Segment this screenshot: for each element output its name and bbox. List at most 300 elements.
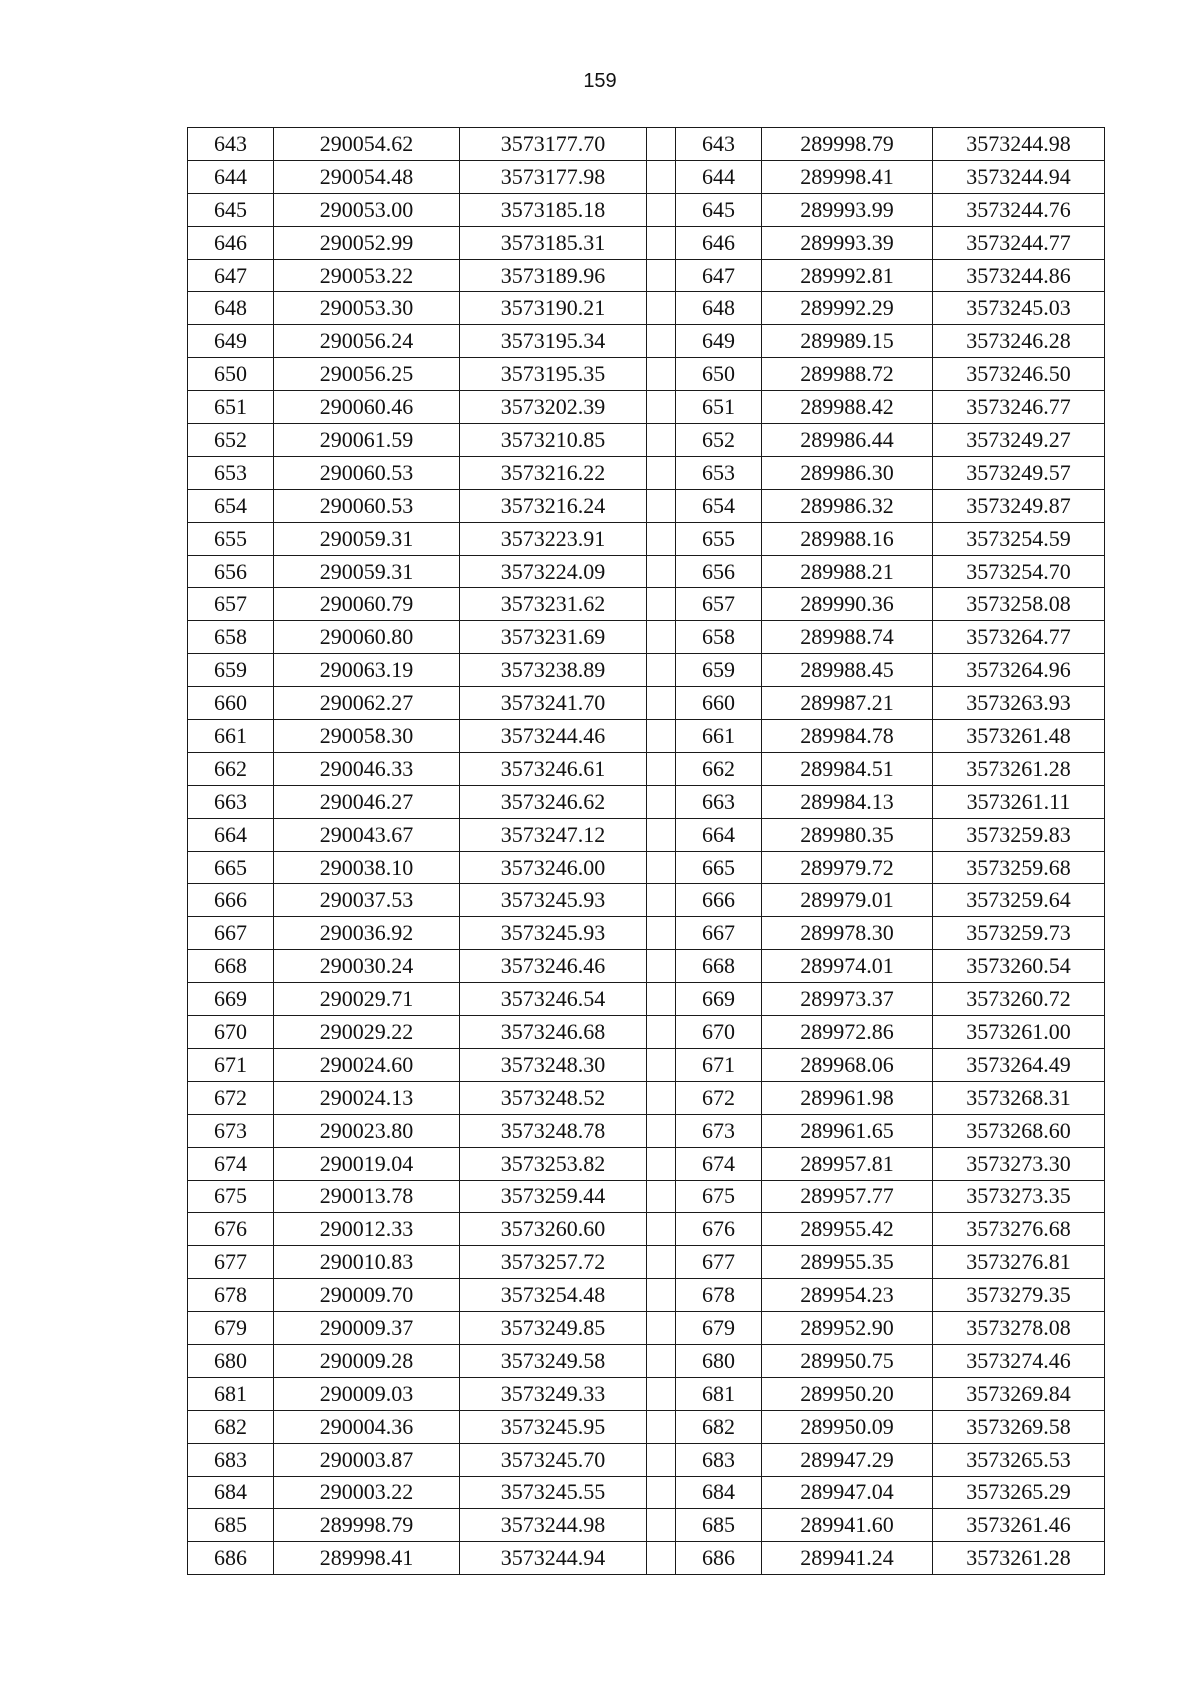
separator-cell <box>647 456 676 489</box>
point-number-left: 681 <box>188 1377 274 1410</box>
point-number-right: 683 <box>676 1443 762 1476</box>
x-coordinate-left: 290056.25 <box>274 358 460 391</box>
y-coordinate-right: 3573261.00 <box>933 1016 1105 1049</box>
x-coordinate-right: 289950.75 <box>762 1344 933 1377</box>
y-coordinate-right: 3573244.86 <box>933 259 1105 292</box>
y-coordinate-left: 3573249.58 <box>460 1344 647 1377</box>
point-number-left: 677 <box>188 1246 274 1279</box>
point-number-left: 655 <box>188 522 274 555</box>
x-coordinate-right: 289980.35 <box>762 818 933 851</box>
point-number-right: 645 <box>676 193 762 226</box>
table-row <box>188 1246 1105 1279</box>
table-row <box>188 851 1105 884</box>
point-number-right: 669 <box>676 983 762 1016</box>
point-number-left: 652 <box>188 424 274 457</box>
point-number-right: 667 <box>676 917 762 950</box>
y-coordinate-left: 3573177.98 <box>460 160 647 193</box>
x-coordinate-left: 290056.24 <box>274 325 460 358</box>
point-number-left: 673 <box>188 1114 274 1147</box>
x-coordinate-right: 289954.23 <box>762 1279 933 1312</box>
point-number-left: 667 <box>188 917 274 950</box>
separator-cell <box>647 1246 676 1279</box>
point-number-left: 645 <box>188 193 274 226</box>
y-coordinate-left: 3573189.96 <box>460 259 647 292</box>
x-coordinate-left: 290029.71 <box>274 983 460 1016</box>
point-number-left: 657 <box>188 588 274 621</box>
x-coordinate-left: 290058.30 <box>274 720 460 753</box>
x-coordinate-left: 290061.59 <box>274 424 460 457</box>
point-number-right: 658 <box>676 621 762 654</box>
point-number-right: 657 <box>676 588 762 621</box>
separator-cell <box>647 752 676 785</box>
y-coordinate-left: 3573238.89 <box>460 654 647 687</box>
x-coordinate-left: 290029.22 <box>274 1016 460 1049</box>
x-coordinate-right: 289986.30 <box>762 456 933 489</box>
y-coordinate-right: 3573246.28 <box>933 325 1105 358</box>
x-coordinate-left: 290003.22 <box>274 1476 460 1509</box>
point-number-right: 673 <box>676 1114 762 1147</box>
separator-cell <box>647 720 676 753</box>
table-row <box>188 687 1105 720</box>
separator-cell <box>647 950 676 983</box>
point-number-right: 681 <box>676 1377 762 1410</box>
table-row <box>188 489 1105 522</box>
point-number-right: 684 <box>676 1476 762 1509</box>
x-coordinate-left: 290063.19 <box>274 654 460 687</box>
x-coordinate-left: 289998.41 <box>274 1542 460 1575</box>
x-coordinate-left: 290054.48 <box>274 160 460 193</box>
x-coordinate-left: 290024.13 <box>274 1081 460 1114</box>
y-coordinate-right: 3573264.96 <box>933 654 1105 687</box>
y-coordinate-left: 3573245.55 <box>460 1476 647 1509</box>
point-number-left: 663 <box>188 785 274 818</box>
x-coordinate-left: 290053.00 <box>274 193 460 226</box>
y-coordinate-right: 3573244.94 <box>933 160 1105 193</box>
y-coordinate-left: 3573246.54 <box>460 983 647 1016</box>
x-coordinate-right: 289987.21 <box>762 687 933 720</box>
point-number-left: 684 <box>188 1476 274 1509</box>
y-coordinate-left: 3573244.94 <box>460 1542 647 1575</box>
y-coordinate-left: 3573246.62 <box>460 785 647 818</box>
y-coordinate-left: 3573216.22 <box>460 456 647 489</box>
table-row <box>188 1213 1105 1246</box>
x-coordinate-right: 289990.36 <box>762 588 933 621</box>
table-row <box>188 292 1105 325</box>
point-number-left: 659 <box>188 654 274 687</box>
separator-cell <box>647 1410 676 1443</box>
point-number-left: 682 <box>188 1410 274 1443</box>
y-coordinate-left: 3573244.98 <box>460 1509 647 1542</box>
separator-cell <box>647 1081 676 1114</box>
x-coordinate-right: 289955.35 <box>762 1246 933 1279</box>
point-number-left: 676 <box>188 1213 274 1246</box>
y-coordinate-right: 3573249.57 <box>933 456 1105 489</box>
y-coordinate-left: 3573248.78 <box>460 1114 647 1147</box>
y-coordinate-right: 3573258.08 <box>933 588 1105 621</box>
table-row <box>188 160 1105 193</box>
separator-cell <box>647 128 676 161</box>
point-number-right: 646 <box>676 226 762 259</box>
point-number-right: 668 <box>676 950 762 983</box>
point-number-right: 660 <box>676 687 762 720</box>
page-number: 159 <box>583 70 617 92</box>
x-coordinate-right: 289993.99 <box>762 193 933 226</box>
separator-cell <box>647 1114 676 1147</box>
point-number-right: 647 <box>676 259 762 292</box>
y-coordinate-left: 3573245.93 <box>460 917 647 950</box>
y-coordinate-right: 3573259.64 <box>933 884 1105 917</box>
y-coordinate-left: 3573249.33 <box>460 1377 647 1410</box>
y-coordinate-left: 3573259.44 <box>460 1180 647 1213</box>
point-number-left: 670 <box>188 1016 274 1049</box>
point-number-right: 650 <box>676 358 762 391</box>
point-number-right: 680 <box>676 1344 762 1377</box>
point-number-left: 650 <box>188 358 274 391</box>
point-number-right: 663 <box>676 785 762 818</box>
x-coordinate-left: 290060.53 <box>274 489 460 522</box>
y-coordinate-right: 3573259.73 <box>933 917 1105 950</box>
x-coordinate-right: 289988.74 <box>762 621 933 654</box>
separator-cell <box>647 621 676 654</box>
table-row <box>188 1443 1105 1476</box>
table-row <box>188 654 1105 687</box>
coordinates-table <box>187 127 1105 1575</box>
y-coordinate-right: 3573276.68 <box>933 1213 1105 1246</box>
point-number-right: 662 <box>676 752 762 785</box>
x-coordinate-right: 289992.29 <box>762 292 933 325</box>
y-coordinate-left: 3573260.60 <box>460 1213 647 1246</box>
separator-cell <box>647 687 676 720</box>
table-row <box>188 1476 1105 1509</box>
point-number-left: 665 <box>188 851 274 884</box>
point-number-right: 675 <box>676 1180 762 1213</box>
y-coordinate-left: 3573210.85 <box>460 424 647 457</box>
separator-cell <box>647 588 676 621</box>
x-coordinate-left: 290059.31 <box>274 555 460 588</box>
x-coordinate-right: 289993.39 <box>762 226 933 259</box>
y-coordinate-right: 3573260.54 <box>933 950 1105 983</box>
point-number-left: 653 <box>188 456 274 489</box>
point-number-right: 651 <box>676 391 762 424</box>
point-number-right: 664 <box>676 818 762 851</box>
x-coordinate-left: 290038.10 <box>274 851 460 884</box>
table-row <box>188 358 1105 391</box>
x-coordinate-left: 290060.46 <box>274 391 460 424</box>
point-number-left: 668 <box>188 950 274 983</box>
x-coordinate-right: 289973.37 <box>762 983 933 1016</box>
y-coordinate-left: 3573246.68 <box>460 1016 647 1049</box>
point-number-left: 644 <box>188 160 274 193</box>
x-coordinate-right: 289941.60 <box>762 1509 933 1542</box>
y-coordinate-right: 3573246.50 <box>933 358 1105 391</box>
y-coordinate-left: 3573224.09 <box>460 555 647 588</box>
separator-cell <box>647 1312 676 1345</box>
point-number-left: 671 <box>188 1048 274 1081</box>
y-coordinate-left: 3573190.21 <box>460 292 647 325</box>
y-coordinate-right: 3573249.27 <box>933 424 1105 457</box>
table-row <box>188 1542 1105 1575</box>
x-coordinate-right: 289984.13 <box>762 785 933 818</box>
table-row <box>188 752 1105 785</box>
y-coordinate-right: 3573244.98 <box>933 128 1105 161</box>
point-number-right: 670 <box>676 1016 762 1049</box>
separator-cell <box>647 325 676 358</box>
point-number-left: 669 <box>188 983 274 1016</box>
table-row <box>188 456 1105 489</box>
point-number-left: 674 <box>188 1147 274 1180</box>
table-row <box>188 1312 1105 1345</box>
x-coordinate-left: 290004.36 <box>274 1410 460 1443</box>
point-number-right: 643 <box>676 128 762 161</box>
separator-cell <box>647 1016 676 1049</box>
y-coordinate-left: 3573244.46 <box>460 720 647 753</box>
y-coordinate-left: 3573185.18 <box>460 193 647 226</box>
point-number-left: 643 <box>188 128 274 161</box>
point-number-left: 685 <box>188 1509 274 1542</box>
point-number-left: 661 <box>188 720 274 753</box>
separator-cell <box>647 226 676 259</box>
point-number-right: 685 <box>676 1509 762 1542</box>
y-coordinate-right: 3573269.84 <box>933 1377 1105 1410</box>
x-coordinate-left: 290043.67 <box>274 818 460 851</box>
separator-cell <box>647 522 676 555</box>
x-coordinate-right: 289961.98 <box>762 1081 933 1114</box>
y-coordinate-left: 3573241.70 <box>460 687 647 720</box>
y-coordinate-left: 3573254.48 <box>460 1279 647 1312</box>
separator-cell <box>647 1443 676 1476</box>
y-coordinate-right: 3573278.08 <box>933 1312 1105 1345</box>
separator-cell <box>647 1279 676 1312</box>
table-row <box>188 1114 1105 1147</box>
point-number-left: 649 <box>188 325 274 358</box>
y-coordinate-right: 3573261.46 <box>933 1509 1105 1542</box>
y-coordinate-left: 3573246.61 <box>460 752 647 785</box>
x-coordinate-left: 290059.31 <box>274 522 460 555</box>
y-coordinate-right: 3573244.77 <box>933 226 1105 259</box>
separator-cell <box>647 489 676 522</box>
y-coordinate-right: 3573268.31 <box>933 1081 1105 1114</box>
point-number-right: 665 <box>676 851 762 884</box>
separator-cell <box>647 292 676 325</box>
point-number-right: 659 <box>676 654 762 687</box>
point-number-right: 654 <box>676 489 762 522</box>
x-coordinate-left: 289998.79 <box>274 1509 460 1542</box>
point-number-left: 672 <box>188 1081 274 1114</box>
separator-cell <box>647 193 676 226</box>
table-row <box>188 1048 1105 1081</box>
point-number-left: 675 <box>188 1180 274 1213</box>
x-coordinate-left: 290009.28 <box>274 1344 460 1377</box>
table-row <box>188 1410 1105 1443</box>
table-row <box>188 226 1105 259</box>
point-number-left: 683 <box>188 1443 274 1476</box>
table-row <box>188 1147 1105 1180</box>
y-coordinate-right: 3573269.58 <box>933 1410 1105 1443</box>
x-coordinate-left: 290037.53 <box>274 884 460 917</box>
x-coordinate-left: 290052.99 <box>274 226 460 259</box>
point-number-left: 664 <box>188 818 274 851</box>
separator-cell <box>647 917 676 950</box>
x-coordinate-left: 290009.70 <box>274 1279 460 1312</box>
y-coordinate-right: 3573274.46 <box>933 1344 1105 1377</box>
table-row <box>188 1344 1105 1377</box>
x-coordinate-left: 290060.79 <box>274 588 460 621</box>
y-coordinate-left: 3573223.91 <box>460 522 647 555</box>
separator-cell <box>647 1180 676 1213</box>
x-coordinate-left: 290009.03 <box>274 1377 460 1410</box>
separator-cell <box>647 1213 676 1246</box>
x-coordinate-right: 289941.24 <box>762 1542 933 1575</box>
separator-cell <box>647 884 676 917</box>
y-coordinate-right: 3573259.68 <box>933 851 1105 884</box>
table-row <box>188 522 1105 555</box>
separator-cell <box>647 1344 676 1377</box>
point-number-right: 656 <box>676 555 762 588</box>
x-coordinate-right: 289957.81 <box>762 1147 933 1180</box>
table-row <box>188 1081 1105 1114</box>
x-coordinate-right: 289986.44 <box>762 424 933 457</box>
point-number-left: 678 <box>188 1279 274 1312</box>
y-coordinate-right: 3573261.48 <box>933 720 1105 753</box>
table-row <box>188 193 1105 226</box>
y-coordinate-right: 3573268.60 <box>933 1114 1105 1147</box>
point-number-left: 680 <box>188 1344 274 1377</box>
y-coordinate-left: 3573231.69 <box>460 621 647 654</box>
x-coordinate-right: 289992.81 <box>762 259 933 292</box>
point-number-left: 646 <box>188 226 274 259</box>
y-coordinate-right: 3573261.28 <box>933 1542 1105 1575</box>
x-coordinate-left: 290009.37 <box>274 1312 460 1345</box>
table-row <box>188 983 1105 1016</box>
x-coordinate-right: 289988.21 <box>762 555 933 588</box>
y-coordinate-right: 3573254.59 <box>933 522 1105 555</box>
x-coordinate-left: 290054.62 <box>274 128 460 161</box>
y-coordinate-right: 3573273.30 <box>933 1147 1105 1180</box>
table-row <box>188 818 1105 851</box>
table-row <box>188 1016 1105 1049</box>
x-coordinate-right: 289979.01 <box>762 884 933 917</box>
table-row <box>188 128 1105 161</box>
point-number-left: 647 <box>188 259 274 292</box>
x-coordinate-right: 289978.30 <box>762 917 933 950</box>
y-coordinate-left: 3573195.34 <box>460 325 647 358</box>
table-row <box>188 917 1105 950</box>
x-coordinate-right: 289984.51 <box>762 752 933 785</box>
x-coordinate-left: 290010.83 <box>274 1246 460 1279</box>
separator-cell <box>647 1509 676 1542</box>
separator-cell <box>647 259 676 292</box>
table-row <box>188 424 1105 457</box>
table-row <box>188 588 1105 621</box>
table-row <box>188 950 1105 983</box>
y-coordinate-right: 3573263.93 <box>933 687 1105 720</box>
point-number-right: 678 <box>676 1279 762 1312</box>
y-coordinate-left: 3573253.82 <box>460 1147 647 1180</box>
table-row <box>188 391 1105 424</box>
table-row <box>188 1180 1105 1213</box>
x-coordinate-right: 289972.86 <box>762 1016 933 1049</box>
separator-cell <box>647 555 676 588</box>
table-row <box>188 1279 1105 1312</box>
y-coordinate-right: 3573245.03 <box>933 292 1105 325</box>
point-number-left: 686 <box>188 1542 274 1575</box>
x-coordinate-right: 289979.72 <box>762 851 933 884</box>
x-coordinate-left: 290019.04 <box>274 1147 460 1180</box>
table-row <box>188 1509 1105 1542</box>
y-coordinate-right: 3573244.76 <box>933 193 1105 226</box>
separator-cell <box>647 1377 676 1410</box>
point-number-left: 679 <box>188 1312 274 1345</box>
y-coordinate-left: 3573231.62 <box>460 588 647 621</box>
y-coordinate-left: 3573245.93 <box>460 884 647 917</box>
x-coordinate-right: 289986.32 <box>762 489 933 522</box>
y-coordinate-right: 3573265.29 <box>933 1476 1105 1509</box>
x-coordinate-right: 289988.72 <box>762 358 933 391</box>
table-row <box>188 884 1105 917</box>
x-coordinate-right: 289952.90 <box>762 1312 933 1345</box>
separator-cell <box>647 654 676 687</box>
table-row <box>188 720 1105 753</box>
y-coordinate-right: 3573273.35 <box>933 1180 1105 1213</box>
x-coordinate-left: 290046.33 <box>274 752 460 785</box>
separator-cell <box>647 1542 676 1575</box>
x-coordinate-right: 289947.29 <box>762 1443 933 1476</box>
point-number-right: 653 <box>676 456 762 489</box>
separator-cell <box>647 424 676 457</box>
separator-cell <box>647 1147 676 1180</box>
separator-cell <box>647 851 676 884</box>
x-coordinate-left: 290060.53 <box>274 456 460 489</box>
x-coordinate-left: 290046.27 <box>274 785 460 818</box>
point-number-right: 686 <box>676 1542 762 1575</box>
point-number-right: 649 <box>676 325 762 358</box>
point-number-left: 656 <box>188 555 274 588</box>
x-coordinate-left: 290013.78 <box>274 1180 460 1213</box>
x-coordinate-left: 290062.27 <box>274 687 460 720</box>
y-coordinate-left: 3573248.30 <box>460 1048 647 1081</box>
separator-cell <box>647 358 676 391</box>
point-number-left: 666 <box>188 884 274 917</box>
x-coordinate-right: 289950.20 <box>762 1377 933 1410</box>
table-row <box>188 555 1105 588</box>
x-coordinate-right: 289998.79 <box>762 128 933 161</box>
y-coordinate-right: 3573254.70 <box>933 555 1105 588</box>
y-coordinate-left: 3573257.72 <box>460 1246 647 1279</box>
y-coordinate-left: 3573246.00 <box>460 851 647 884</box>
y-coordinate-left: 3573202.39 <box>460 391 647 424</box>
point-number-left: 662 <box>188 752 274 785</box>
y-coordinate-left: 3573246.46 <box>460 950 647 983</box>
table-row <box>188 325 1105 358</box>
x-coordinate-right: 289950.09 <box>762 1410 933 1443</box>
point-number-right: 644 <box>676 160 762 193</box>
separator-cell <box>647 1048 676 1081</box>
y-coordinate-right: 3573276.81 <box>933 1246 1105 1279</box>
x-coordinate-left: 290053.30 <box>274 292 460 325</box>
x-coordinate-left: 290030.24 <box>274 950 460 983</box>
x-coordinate-right: 289968.06 <box>762 1048 933 1081</box>
y-coordinate-right: 3573261.11 <box>933 785 1105 818</box>
y-coordinate-left: 3573216.24 <box>460 489 647 522</box>
x-coordinate-left: 290023.80 <box>274 1114 460 1147</box>
table-row <box>188 621 1105 654</box>
y-coordinate-left: 3573185.31 <box>460 226 647 259</box>
point-number-left: 651 <box>188 391 274 424</box>
point-number-left: 660 <box>188 687 274 720</box>
y-coordinate-left: 3573195.35 <box>460 358 647 391</box>
point-number-right: 677 <box>676 1246 762 1279</box>
table-row <box>188 1377 1105 1410</box>
